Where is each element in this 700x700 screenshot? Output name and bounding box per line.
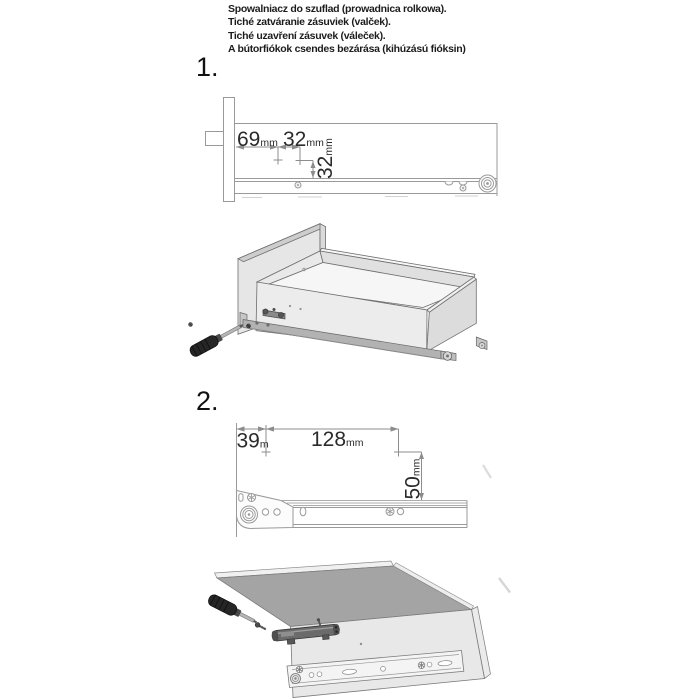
dimension-lines: [236, 147, 313, 178]
step-1-dimension-diagram: [200, 90, 515, 210]
rail-screw: [295, 182, 301, 188]
rail-hole: [317, 672, 322, 677]
step-1-drawer-illustration: [183, 218, 503, 383]
faint-mark: [483, 465, 491, 478]
step-2-dimension-diagram: [228, 418, 480, 540]
step-1-label: 1.: [196, 52, 219, 82]
loose-screw: [189, 323, 193, 327]
pilot-hole: [360, 643, 362, 645]
rail-hole: [262, 509, 268, 515]
header-line-slovak: Tiché zatváranie zásuviek (valček).: [228, 16, 391, 29]
rail-hole: [397, 508, 403, 514]
screwdriver: [188, 320, 245, 358]
rail-hole: [427, 662, 432, 667]
loose-screw: [254, 622, 267, 632]
cabinet-rail-side-view: [237, 491, 468, 529]
screw: [246, 324, 250, 328]
header-text: [228, 3, 466, 56]
rail-slot: [300, 507, 306, 516]
header-line-polish: Spowalniacz do szuflad (prowadnica rolkowa).: [228, 3, 447, 15]
pilot-hole: [289, 305, 291, 307]
dimension-39mm-label: 39m: [236, 429, 269, 453]
front-mounting-tab: [206, 132, 224, 146]
dimension-32mm-vertical-label: 32mm: [314, 138, 337, 179]
bracket-slot: [239, 494, 243, 501]
front-panel-edge: [224, 98, 235, 202]
rail-screw: [460, 185, 466, 191]
header-line-hungarian: A bútorfiókok csendes bezárása (kihúzású fióksin): [228, 42, 466, 55]
star-screw: [296, 666, 303, 673]
star-screw: [386, 508, 394, 516]
dimension-32mm-horizontal-label: 32mm: [283, 128, 324, 151]
pilot-hole: [299, 308, 301, 310]
step-2-label: 2.: [196, 386, 219, 416]
drill-cross-mark: [274, 156, 283, 165]
header-line-czech: Tiché uzavření zásuvek (váleček).: [228, 29, 386, 42]
dimension-50mm-vertical-label: 50mm: [401, 458, 425, 500]
roller-wheel: [241, 506, 258, 523]
faint-mark: [499, 578, 510, 593]
step-2-panel-illustration: [183, 550, 513, 700]
star-screw: [418, 662, 425, 669]
star-screw: [248, 494, 256, 502]
dimension-69mm-label: 69mm: [237, 128, 278, 151]
rail-hole: [309, 673, 314, 678]
dimension-128mm-label: 128mm: [311, 428, 364, 451]
roller-wheel: [479, 175, 496, 192]
rail-hole: [274, 509, 280, 515]
rail-hole: [381, 666, 386, 671]
